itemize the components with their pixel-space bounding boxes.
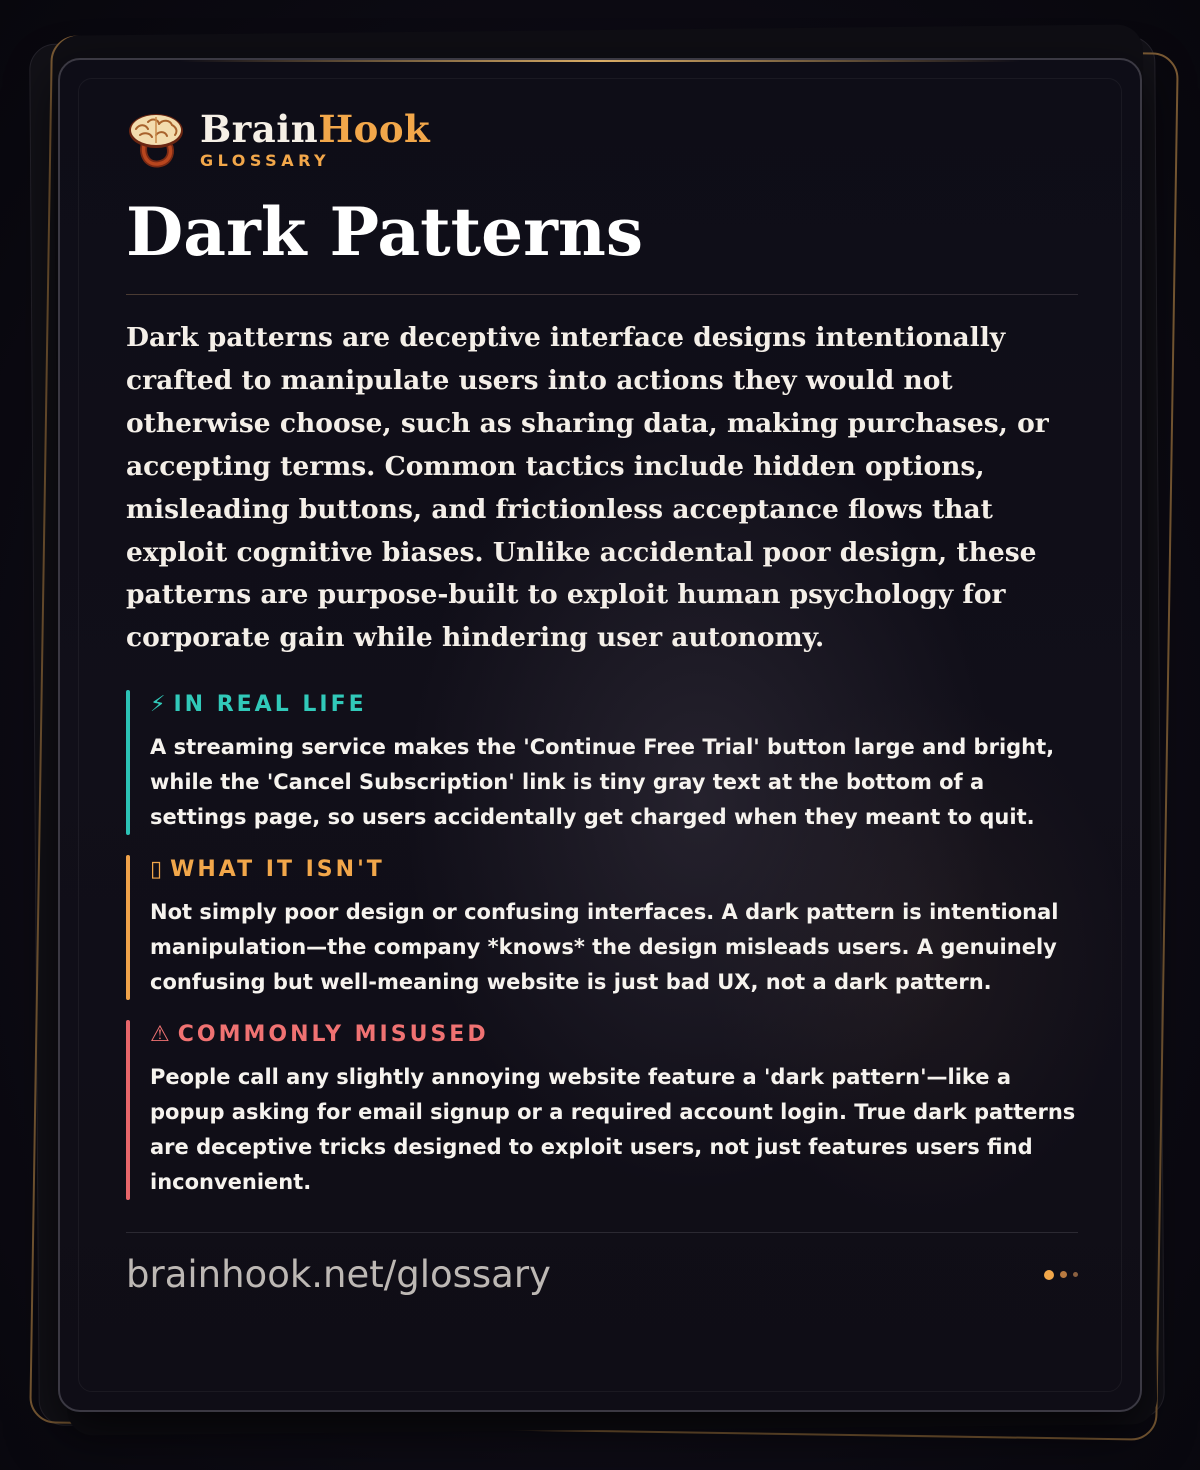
brand-text	[200, 106, 431, 170]
brand-name	[200, 106, 431, 151]
section-body: Not simply poor design or confusing interfaces. A dark pattern is intentional manipulation—the company *knows* the design misleads users. A genuinely confusing but well-meaning website is just bad UX, not a dark pattern.	[150, 900, 1059, 995]
brand-header	[126, 104, 1078, 174]
warning-icon: ⚠	[150, 1022, 170, 1048]
section-heading	[150, 690, 1078, 720]
section-heading-label: WHAT IT ISN'T	[170, 857, 385, 883]
dot-active	[1044, 1270, 1054, 1280]
glossary-card	[58, 58, 1142, 1412]
pagination-dots-icon	[1038, 1270, 1078, 1280]
dot	[1073, 1272, 1078, 1277]
section-heading-label: COMMONLY MISUSED	[177, 1022, 489, 1048]
section-accent-bar	[126, 690, 130, 835]
brand-name-part1: Brain	[200, 106, 319, 151]
missing-glyph-icon: ▯	[150, 857, 163, 883]
term-definition: Dark patterns are deceptive interface designs intentionally crafted to manipulate users into actions they would not otherwise choose, such as sharing data, making purchases, or accepting terms. Common tactics include hidden options, misleading buttons, and frictionless acceptance flows that exploit cognitive biases. Unlike accidental poor design, these patterns are purpose-built to exploit human psychology for corporate gain while hindering user autonomy.	[126, 322, 1049, 654]
section-body: A streaming service makes the 'Continue Free Trial' button large and bright, while the 'Cancel Subscription' link is tiny gray text at the bottom of a settings page, so users accidentally get charged when they meant to quit.	[150, 735, 1055, 830]
brand-subtitle: GLOSSARY	[200, 150, 331, 170]
card-footer	[126, 1253, 1078, 1296]
title-divider	[126, 294, 1078, 295]
section-heading	[150, 855, 1078, 885]
card-top-glow	[180, 60, 1020, 62]
section-accent-bar	[126, 1020, 130, 1200]
lightning-icon: ⚡	[150, 692, 166, 718]
section-what-it-isnt	[126, 855, 1078, 1000]
section-in-real-life	[126, 690, 1078, 835]
section-body: People call any slightly annoying website feature a 'dark pattern'—like a popup asking for email signup or a required account login. True dark patterns are deceptive tricks designed to exploit users, not just features users find inconvenient.	[150, 1065, 1076, 1195]
section-commonly-misused	[126, 1020, 1078, 1200]
section-heading	[150, 1020, 1078, 1050]
brain-hook-icon	[126, 109, 186, 169]
section-heading-label: IN REAL LIFE	[173, 692, 367, 718]
brand-name-part2: Hook	[318, 106, 431, 151]
footer-divider	[126, 1232, 1078, 1233]
footer-url[interactable]: brainhook.net/glossary	[126, 1253, 551, 1297]
dot	[1060, 1271, 1067, 1278]
section-accent-bar	[126, 855, 130, 1000]
term-title: Dark Patterns	[126, 193, 643, 271]
card-content	[126, 104, 1078, 1296]
